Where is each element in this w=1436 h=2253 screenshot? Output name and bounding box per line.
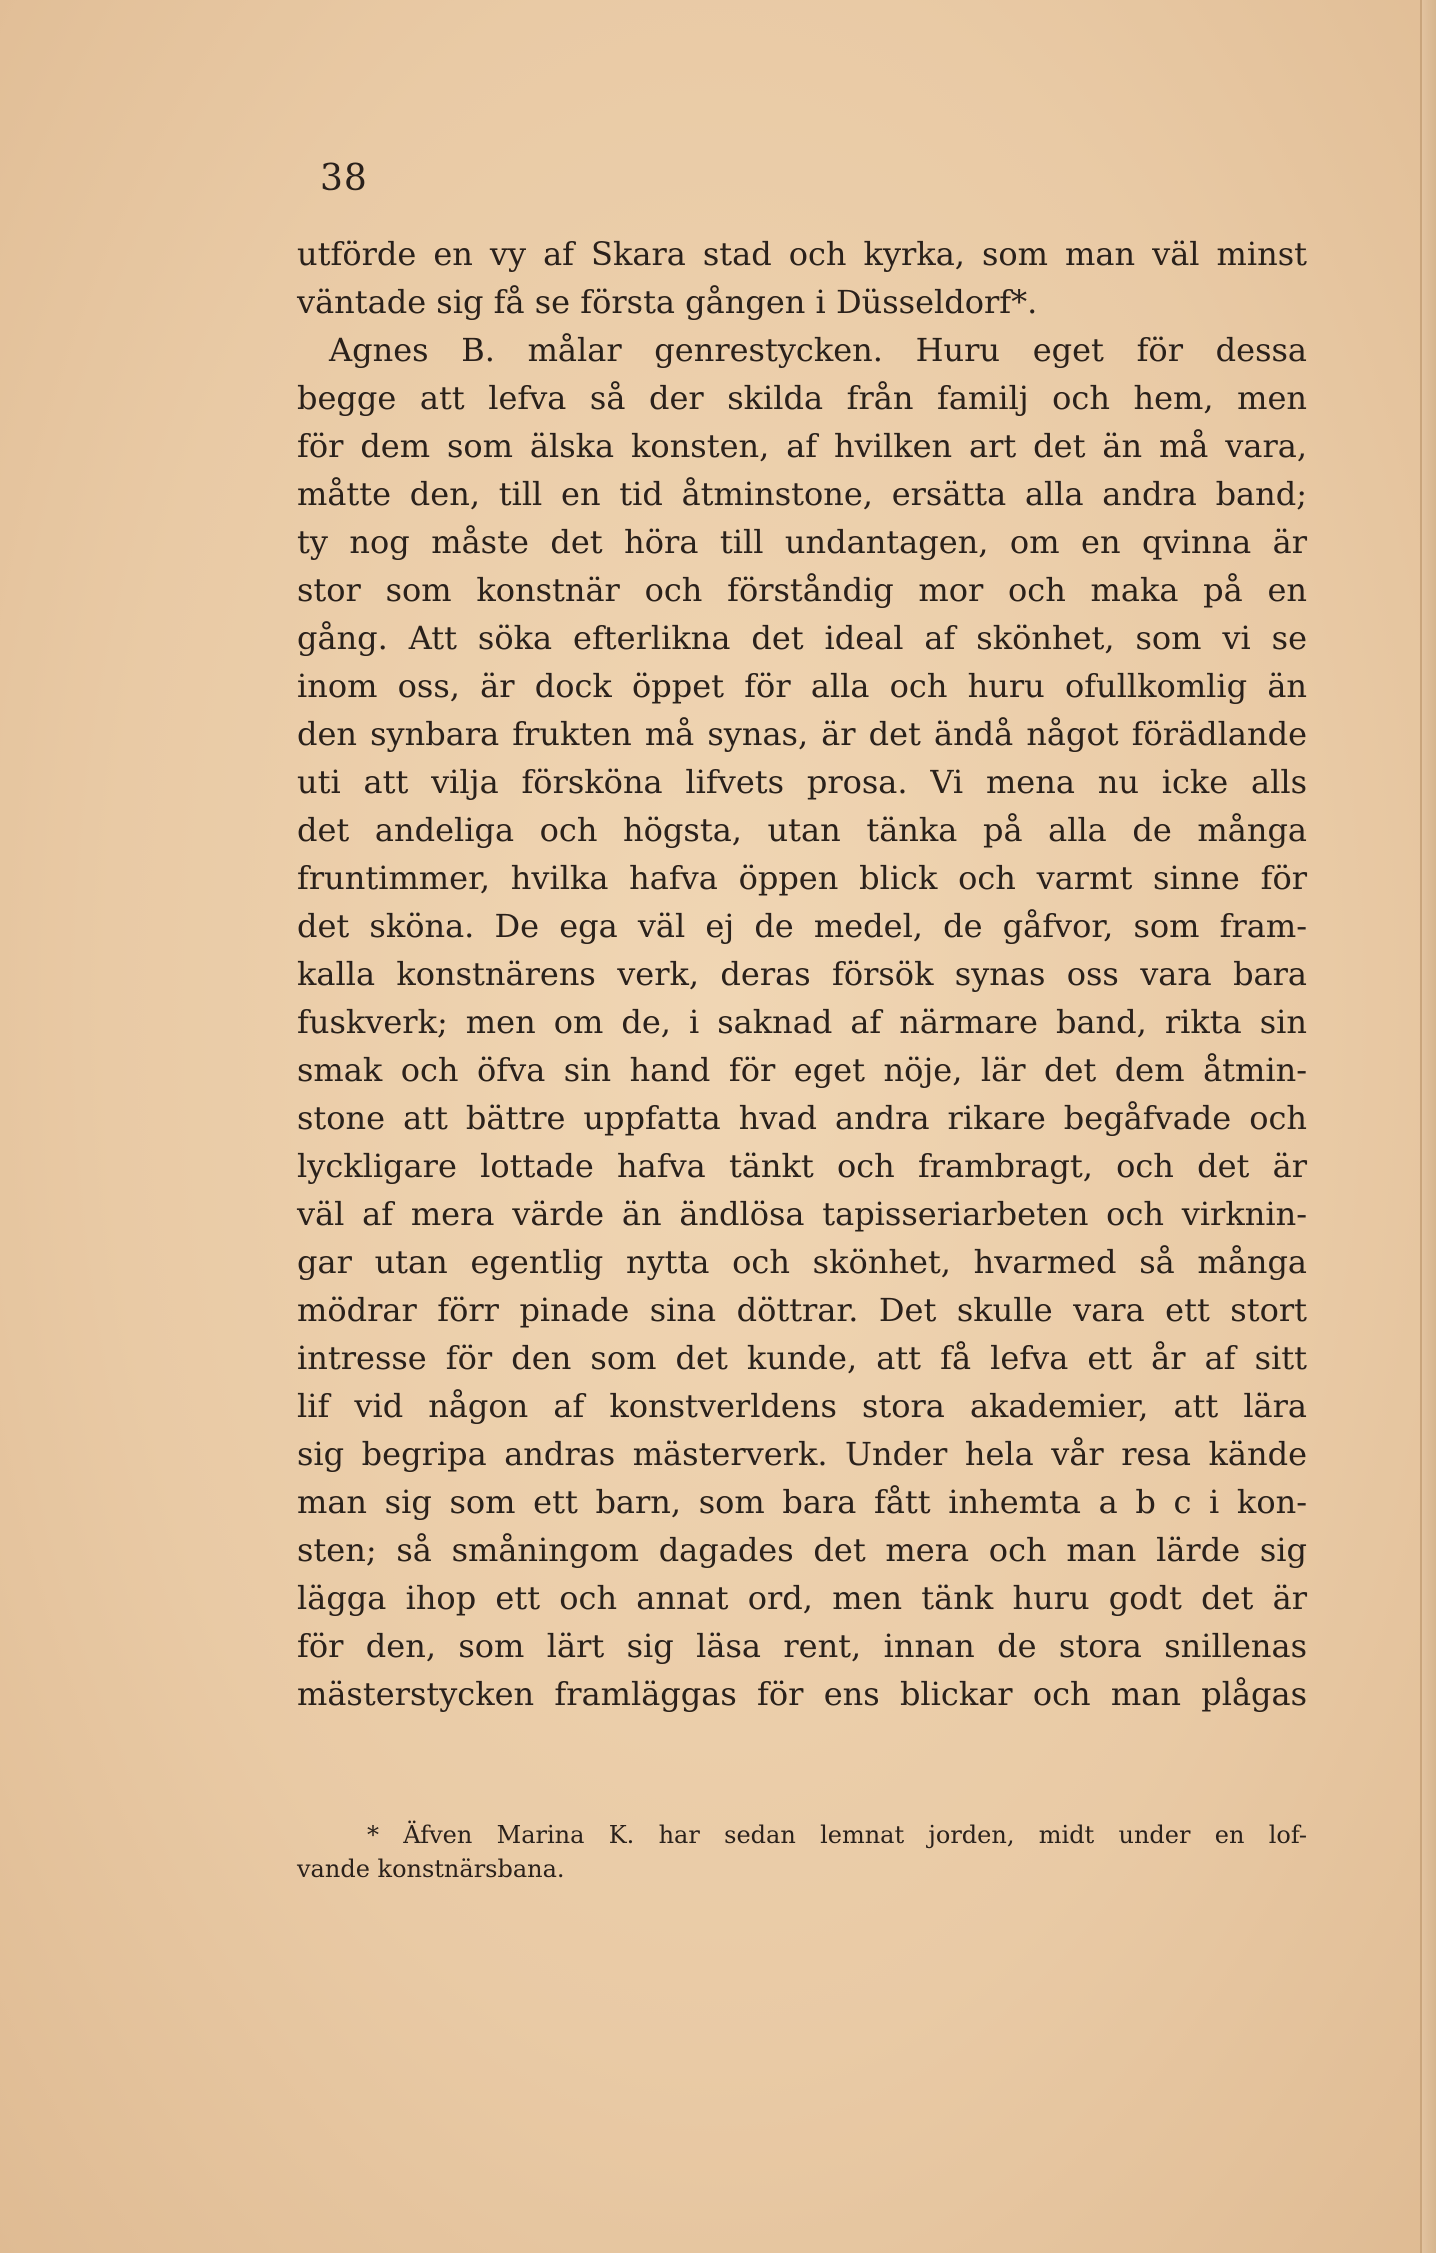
text-line: sten; så småningom dagades det mera och man lärde sig — [297, 1531, 1307, 1569]
page-edge — [1420, 0, 1436, 2253]
text-line: gar utan egentlig nytta och skönhet, hvarmed så många — [297, 1243, 1307, 1281]
text-line: fruntimmer, hvilka hafva öppen blick och varmt sinne för — [297, 859, 1307, 897]
text-line: fuskverk; men om de, i saknad af närmare band, rikta sin — [297, 1003, 1307, 1041]
text-line: gång. Att söka efterlikna det ideal af skönhet, som vi se — [297, 619, 1307, 657]
text-line: det sköna. De ega väl ej de medel, de gåfvor, som fram- — [297, 907, 1307, 945]
text-line: för dem som älska konsten, af hvilken art det än må vara, — [297, 427, 1307, 465]
footnote-line: vande konstnärsbana. — [297, 1855, 565, 1883]
text-line: den synbara frukten må synas, är det ändå något förädlande — [297, 715, 1307, 753]
text-line: stone att bättre uppfatta hvad andra rikare begåfvade och — [297, 1099, 1307, 1137]
text-line: för den, som lärt sig läsa rent, innan de stora snillenas — [297, 1627, 1307, 1665]
text-line: ty nog måste det höra till undantagen, om en qvinna är — [297, 523, 1307, 561]
footnote-line: * Äfven Marina K. har sedan lemnat jorden, midt under en lof- — [367, 1821, 1307, 1849]
text-line: kalla konstnärens verk, deras försök synas oss vara bara — [297, 955, 1307, 993]
text-line: sig begripa andras mästerverk. Under hela vår resa kände — [297, 1435, 1307, 1473]
text-line: smak och öfva sin hand för eget nöje, lär det dem åtmin- — [297, 1051, 1307, 1089]
text-line: lyckligare lottade hafva tänkt och frambragt, och det är — [297, 1147, 1307, 1185]
footnote — [297, 1818, 1307, 1886]
text-line: intresse för den som det kunde, att få lefva ett år af sitt — [297, 1339, 1307, 1377]
text-line: mästerstycken framläggas för ens blickar och man plågas — [297, 1675, 1307, 1713]
text-line: det andeliga och högsta, utan tänka på alla de många — [297, 811, 1307, 849]
text-line: väntade sig få se första gången i Düsseldorf*. — [297, 283, 1038, 321]
text-line: måtte den, till en tid åtminstone, ersätta alla andra band; — [297, 475, 1307, 513]
text-line: inom oss, är dock öppet för alla och huru ofullkomlig än — [297, 667, 1307, 705]
text-line: lif vid någon af konstverldens stora akademier, att lära — [297, 1387, 1307, 1425]
text-line: mödrar förr pinade sina döttrar. Det skulle vara ett stort — [297, 1291, 1307, 1329]
body-text — [297, 230, 1307, 1718]
text-line: utförde en vy af Skara stad och kyrka, som man väl minst — [297, 235, 1307, 273]
text-line: begge att lefva så der skilda från familj och hem, men — [297, 379, 1307, 417]
text-line: man sig som ett barn, som bara fått inhemta a b c i kon- — [297, 1483, 1307, 1521]
text-line: stor som konstnär och förståndig mor och maka på en — [297, 571, 1307, 609]
footnote-separator — [297, 1803, 1307, 1804]
text-line: lägga ihop ett och annat ord, men tänk huru godt det är — [297, 1579, 1307, 1617]
text-line: väl af mera värde än ändlösa tapisseriarbeten och virknin- — [297, 1195, 1307, 1233]
page-number: 38 — [320, 158, 368, 199]
text-line: Agnes B. målar genrestycken. Huru eget för dessa — [329, 331, 1307, 369]
text-line: uti att vilja försköna lifvets prosa. Vi mena nu icke alls — [297, 763, 1307, 801]
